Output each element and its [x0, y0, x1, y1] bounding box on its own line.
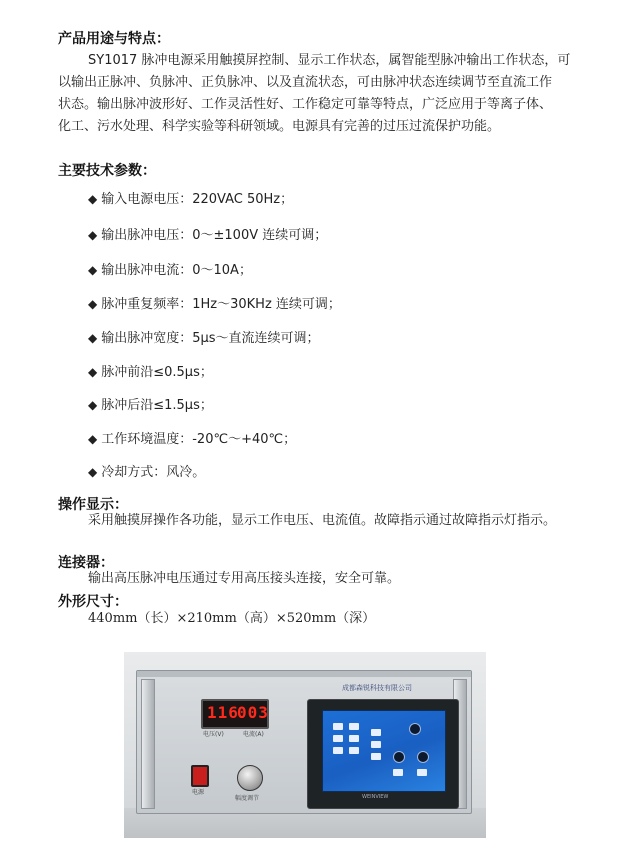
specs-heading: 主要技术参数：	[58, 163, 156, 179]
diamond-bullet-icon: ◆	[88, 365, 98, 379]
operation-heading: 操作显示：	[58, 497, 128, 513]
usage-line-4: 化工、污水处理、科学实验等科研领域。电源具有完善的过压过流保护功能。	[58, 119, 501, 134]
spec-text: 冷却方式：风冷。	[101, 465, 206, 480]
screen-button	[417, 769, 427, 776]
knob-label: 幅度调节	[235, 795, 260, 802]
screen-button	[349, 735, 359, 742]
dimensions-text: 440mm（长）×210mm（高）×520mm（深）	[88, 611, 376, 626]
screen-button	[333, 723, 343, 730]
screen-button	[371, 729, 381, 736]
connector-heading: 连接器：	[58, 555, 114, 571]
diamond-bullet-icon: ◆	[88, 432, 98, 446]
voltage-label: 电压(V)	[203, 731, 224, 738]
touchscreen	[322, 710, 446, 792]
spec-item	[88, 327, 320, 346]
diamond-bullet-icon: ◆	[88, 398, 98, 412]
screen-button	[349, 747, 359, 754]
usage-line-3: 状态。输出脉冲波形好、工作灵活性好、工作稳定可靠等特点，广泛应用于等离子体、	[58, 97, 553, 112]
amplitude-knob	[237, 765, 263, 791]
spec-item	[88, 428, 296, 447]
screen-brand: WEINVIEW	[362, 794, 389, 800]
screen-button	[371, 753, 381, 760]
spec-item	[88, 461, 205, 480]
spec-item	[88, 361, 213, 380]
company-logo: 成都森锐科技有限公司	[342, 684, 412, 692]
screen-button	[333, 747, 343, 754]
connector-text: 输出高压脉冲电压通过专用高压接头连接，安全可靠。	[88, 571, 401, 586]
diamond-bullet-icon: ◆	[88, 228, 98, 242]
spec-item	[88, 394, 213, 413]
screen-indicator	[417, 751, 429, 763]
spec-text: 脉冲前沿≤0.5μs；	[101, 365, 213, 380]
spec-item	[88, 293, 341, 312]
touchscreen-bezel	[307, 699, 459, 809]
dimensions-heading: 外形尺寸：	[58, 594, 128, 610]
product-photo	[124, 652, 486, 838]
diamond-bullet-icon: ◆	[88, 297, 98, 311]
screen-button	[393, 769, 403, 776]
diamond-bullet-icon: ◆	[88, 465, 98, 479]
power-label: 电源	[192, 789, 205, 796]
led-voltage-readout: 116	[207, 703, 239, 722]
spec-text: 输出脉冲电流：0～10A；	[101, 263, 252, 278]
diamond-bullet-icon: ◆	[88, 263, 98, 277]
diamond-bullet-icon: ◆	[88, 192, 98, 206]
screen-button	[333, 735, 343, 742]
spec-text: 工作环境温度：-20℃～+40℃；	[101, 432, 297, 447]
screen-indicator	[393, 751, 405, 763]
usage-line-2: 以输出正脉冲、负脉冲、正负脉冲、以及直流状态，可由脉冲状态连续调节至直流工作	[58, 75, 553, 90]
spec-text: 输入电源电压：220VAC 50Hz；	[101, 192, 294, 207]
spec-item	[88, 224, 327, 243]
left-handle	[141, 679, 155, 809]
screen-indicator	[409, 723, 421, 735]
power-supply-unit	[136, 670, 472, 814]
screen-button	[349, 723, 359, 730]
spec-item	[88, 188, 293, 207]
led-current-readout: 003	[237, 703, 269, 722]
diamond-bullet-icon: ◆	[88, 331, 98, 345]
spec-text: 输出脉冲电压：0～±100V 连续可调；	[101, 228, 328, 243]
spec-text: 输出脉冲宽度：5μs～直流连续可调；	[101, 331, 320, 346]
unit-top-edge	[137, 671, 471, 677]
spec-text: 脉冲后沿≤1.5μs；	[101, 398, 213, 413]
usage-line-1: SY1017 脉冲电源采用触摸屏控制、显示工作状态，属智能型脉冲输出工作状态，可	[88, 53, 571, 68]
spec-text: 脉冲重复频率：1Hz～30KHz 连续可调；	[101, 297, 341, 312]
screen-button	[371, 741, 381, 748]
operation-text: 采用触摸屏操作各功能，显示工作电压、电流值。故障指示通过故障指示灯指示。	[88, 513, 557, 528]
power-switch	[191, 765, 209, 787]
led-display	[201, 699, 269, 729]
current-label: 电流(A)	[243, 731, 264, 738]
spec-item	[88, 259, 252, 278]
usage-heading: 产品用途与特点：	[58, 31, 170, 47]
